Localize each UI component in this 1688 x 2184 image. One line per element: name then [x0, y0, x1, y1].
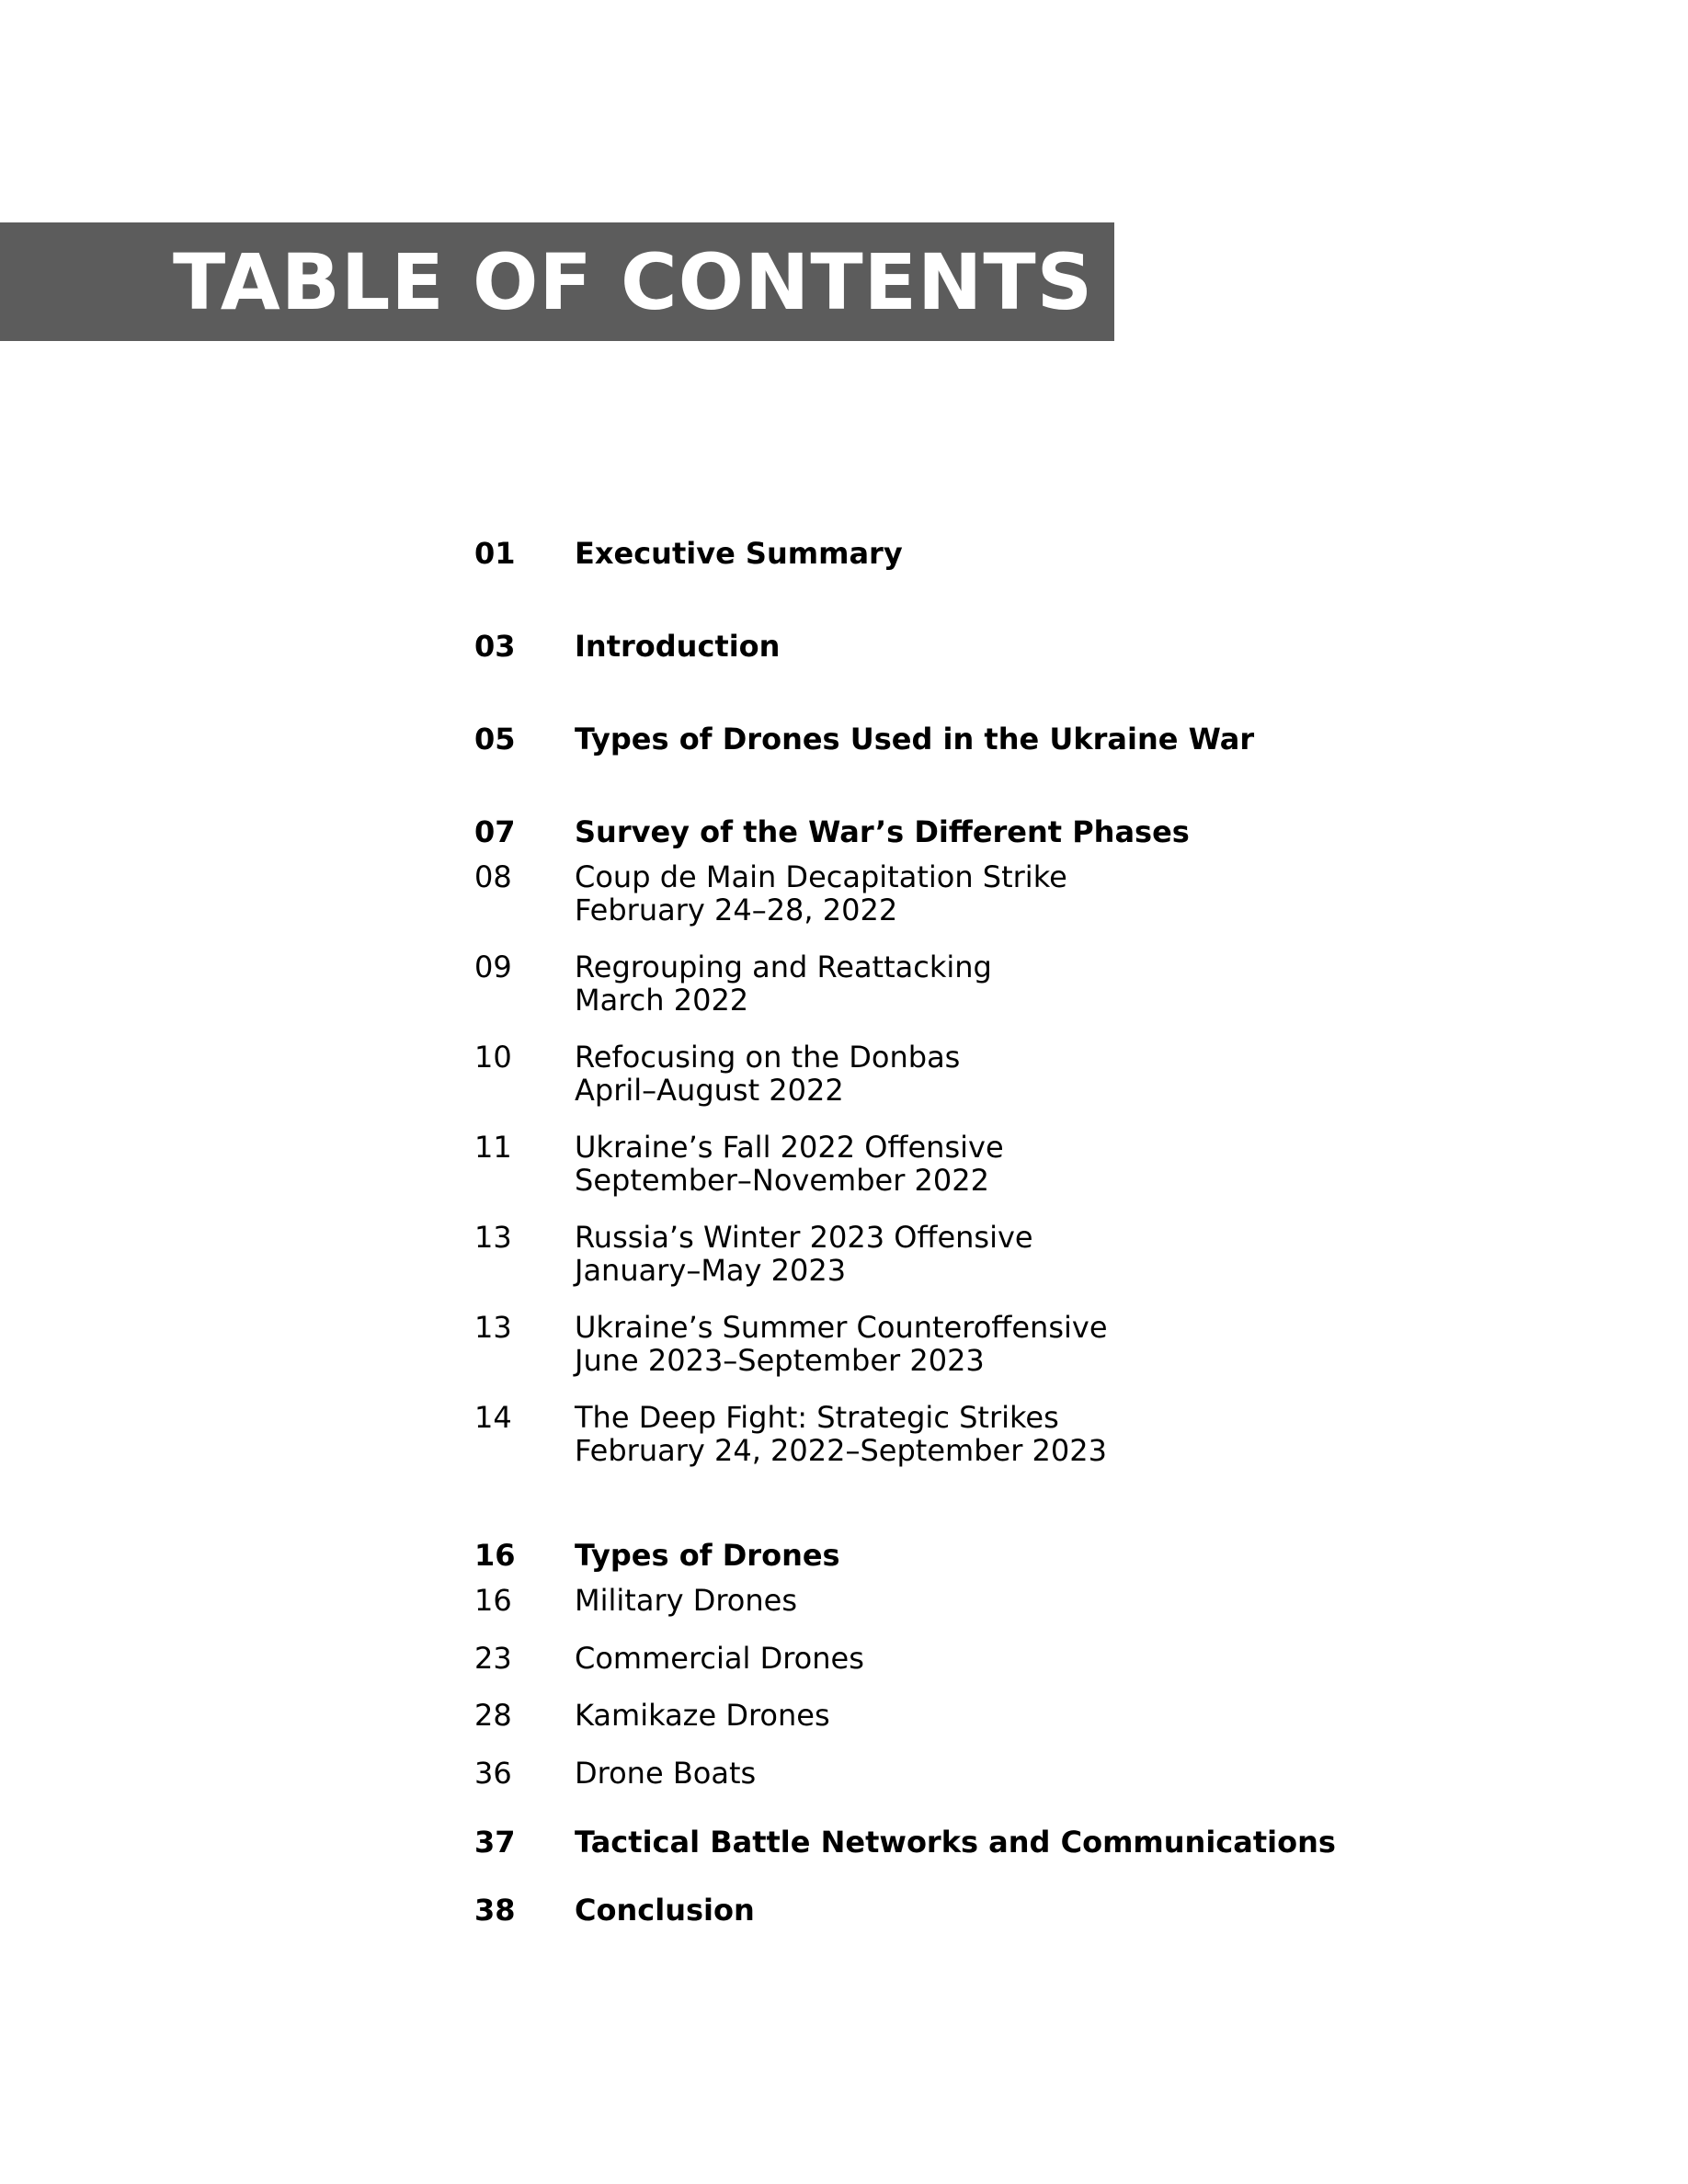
toc-entry-title: Types of Drones [575, 1538, 840, 1573]
toc-entry-subtitle: January–May 2023 [575, 1253, 847, 1288]
toc-page-number: 14 [474, 1400, 512, 1435]
toc-page-number: 05 [474, 722, 516, 756]
toc-entry-text [575, 1584, 797, 1617]
toc-entry-text [575, 860, 1067, 927]
toc-page-number: 08 [474, 859, 512, 894]
page-title: TABLE OF CONTENTS [173, 236, 1094, 327]
toc-entry-subtitle: March 2022 [575, 983, 749, 1018]
toc-entry-subtitle: February 24, 2022–September 2023 [575, 1433, 1107, 1468]
toc-entry-title: Ukraine’s Fall 2022 Offensive [575, 1130, 1004, 1165]
toc-page-number: 23 [474, 1641, 512, 1676]
toc-page-number: 03 [474, 629, 516, 664]
toc-entry-text [575, 1539, 840, 1572]
toc-entry-title: Refocusing on the Donbas [575, 1040, 961, 1075]
toc-page-number: 38 [474, 1893, 516, 1928]
toc-entry-text [575, 722, 1254, 756]
toc-entry-title: Conclusion [575, 1893, 755, 1928]
toc-entry-title: Drone Boats [575, 1756, 757, 1791]
toc-entry-text [575, 1894, 755, 1927]
toc-page-number: 11 [474, 1130, 512, 1165]
toc-page-number: 01 [474, 536, 516, 571]
toc-entry-text [575, 630, 780, 663]
toc-entry-title: Ukraine’s Summer Counteroffensive [575, 1310, 1108, 1345]
toc-entry-text [575, 1311, 1108, 1377]
toc-entry-text [575, 1757, 756, 1790]
toc-entry-text [575, 815, 1190, 848]
title-banner [0, 222, 1114, 341]
toc-page-number: 09 [474, 950, 512, 984]
toc-entry-title: Military Drones [575, 1583, 798, 1618]
toc-entry-subtitle: February 24–28, 2022 [575, 893, 898, 927]
toc-entry-title: The Deep Fight: Strategic Strikes [575, 1400, 1059, 1435]
toc-entry-text [575, 1131, 1004, 1197]
toc-entry-title: Kamikaze Drones [575, 1698, 830, 1733]
toc-entry-text [575, 1221, 1033, 1287]
toc-entry-title: Regrouping and Reattacking [575, 950, 992, 984]
toc-entry-subtitle: September–November 2022 [575, 1163, 989, 1198]
toc-entry-subtitle: June 2023–September 2023 [575, 1343, 985, 1378]
toc-page-number: 13 [474, 1220, 512, 1255]
toc-entry-title: Coup de Main Decapitation Strike [575, 859, 1067, 894]
toc-entry-title: Introduction [575, 629, 781, 664]
toc-entry-subtitle: April–August 2022 [575, 1073, 844, 1108]
toc-page-number: 13 [474, 1310, 512, 1345]
toc-entry-text [575, 1699, 830, 1732]
toc-page-number: 16 [474, 1583, 512, 1618]
toc-entry-title: Tactical Battle Networks and Communications [575, 1825, 1336, 1860]
toc-page-number: 07 [474, 814, 516, 849]
toc-entry-text [575, 1642, 864, 1675]
toc-entry-text [575, 1041, 960, 1107]
toc-page-number: 36 [474, 1756, 512, 1791]
toc-entry-title: Types of Drones Used in the Ukraine War [575, 722, 1255, 756]
toc-page-number: 37 [474, 1825, 516, 1860]
toc-entry-text [575, 1401, 1107, 1467]
toc-entry-text [575, 950, 992, 1017]
toc-entry-title: Russia’s Winter 2023 Offensive [575, 1220, 1033, 1255]
toc-entry-title: Executive Summary [575, 536, 903, 571]
toc-entry-text [575, 537, 903, 570]
toc-page-number: 16 [474, 1538, 516, 1573]
toc-page-number: 28 [474, 1698, 512, 1733]
toc-entry-title: Survey of the War’s Different Phases [575, 814, 1190, 849]
toc-entry-title: Commercial Drones [575, 1641, 864, 1676]
toc-entry-text [575, 1826, 1336, 1859]
toc-page-number: 10 [474, 1040, 512, 1075]
